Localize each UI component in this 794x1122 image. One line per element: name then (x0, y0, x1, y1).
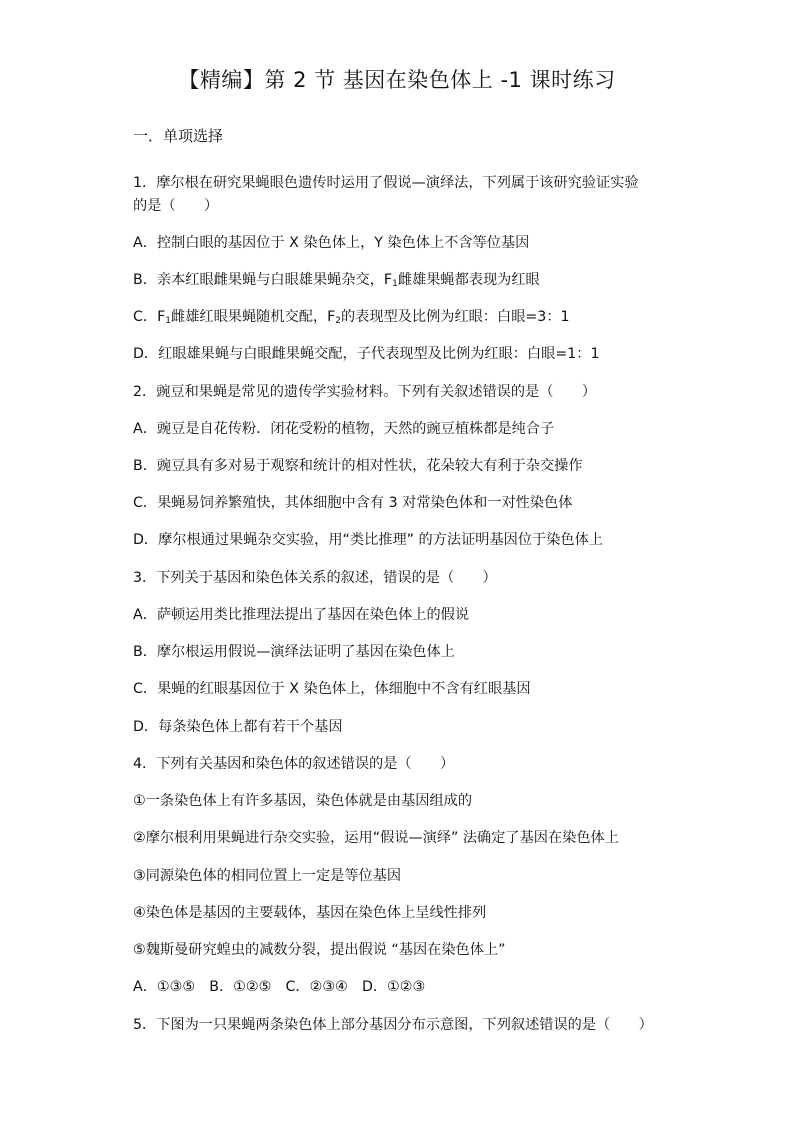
option-text: 的表现型及比例为红眼：白眼=3：1 (340, 309, 570, 325)
question-3-option-c: C．果蝇的红眼基因位于 X 染色体上，体细胞中不含有红眼基因 (133, 681, 531, 697)
page-title: 【精编】第 2 节 基因在染色体上 -1 课时练习 (178, 68, 616, 92)
question-1-option-a: A．控制白眼的基因位于 X 染色体上，Y 染色体上不含等位基因 (133, 235, 530, 251)
question-2-option-b: B．豌豆具有多对易于观察和统计的相对性状，花朵较大有利于杂交操作 (133, 458, 583, 474)
subscript: 1 (392, 279, 398, 289)
option-text: C．F (133, 309, 166, 325)
option-text: B．亲本红眼雌果蝇与白眼雄果蝇杂交，F (133, 272, 393, 288)
question-4-statement-3: ③同源染色体的相同位置上一定是等位基因 (133, 868, 402, 884)
question-5-stem: 5．下图为一只果蝇两条染色体上部分基因分布示意图，下列叙述错误的是（ ） (133, 1017, 653, 1033)
question-4-statement-4: ④染色体是基因的主要载体，基因在染色体上呈线性排列 (133, 905, 487, 921)
question-4-statement-1: ①一条染色体上有许多基因，染色体就是由基因组成的 (133, 793, 473, 809)
question-2-stem: 2．豌豆和果蝇是常见的遗传学实验材料。下列有关叙述错误的是（ ） (133, 384, 597, 400)
subscript: 2 (335, 316, 341, 326)
question-3-option-b: B．摩尔根运用假说—演绎法证明了基因在染色体上 (133, 644, 455, 660)
question-2-option-c: C．果蝇易饲养繁殖快，其体细胞中含有 3 对常染色体和一对性染色体 (133, 495, 573, 511)
question-1-option-c (133, 307, 570, 331)
question-2-option-a: A．豌豆是自花传粉．闭花受粉的植物，天然的豌豆植株都是纯合子 (133, 421, 555, 437)
question-1-option-b (133, 270, 540, 294)
question-3-option-a: A．萨顿运用类比推理法提出了基因在染色体上的假说 (133, 607, 470, 623)
question-4-statement-2: ②摩尔根利用果蝇进行杂交实验，运用“假说—演绎” 法确定了基因在染色体上 (133, 830, 619, 846)
question-3-option-d: D．每条染色体上都有若干个基因 (133, 719, 343, 735)
question-1-option-d: D．红眼雄果蝇与白眼雌果蝇交配，子代表现型及比例为红眼：白眼=1：1 (133, 346, 600, 362)
question-4-statement-5: ⑤魏斯曼研究蝗虫的减数分裂，提出假说 “基因在染色体上” (133, 942, 506, 958)
question-3-stem: 3．下列关于基因和染色体关系的叙述，错误的是（ ） (133, 570, 497, 586)
option-text: 雌雄红眼果蝇随机交配，F (171, 309, 336, 325)
section-heading: 一．单项选择 (133, 127, 224, 145)
question-2-option-d: D．摩尔根通过果蝇杂交实验，用“类比推理” 的方法证明基因位于染色体上 (133, 532, 603, 548)
question-1-stem-line-1: 1．摩尔根在研究果蝇眼色遗传时运用了假说—演绎法，下列属于该研究验证实验 (133, 175, 639, 191)
subscript: 1 (165, 316, 171, 326)
question-4-options: A．①③⑤ B．①②⑤ C．②③④ D．①②③ (133, 979, 426, 995)
option-text: 雌雄果蝇都表现为红眼 (397, 272, 540, 288)
question-1-stem-line-2: 的是（ ） (133, 198, 219, 214)
question-4-stem: 4．下列有关基因和染色体的叙述错误的是（ ） (133, 756, 455, 772)
